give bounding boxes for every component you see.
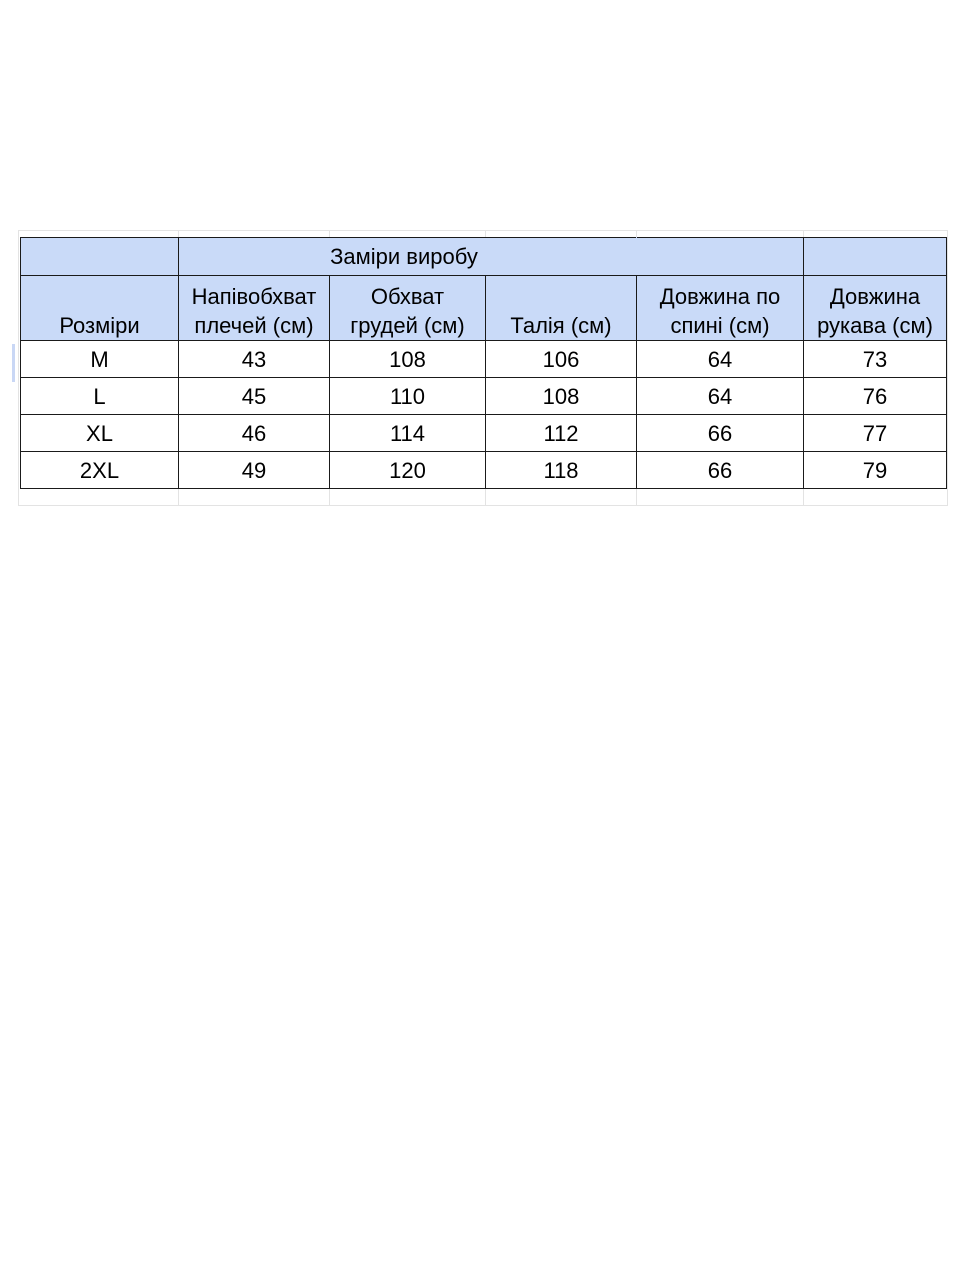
header-blank-cell — [21, 238, 179, 276]
column-header-row — [21, 276, 947, 341]
value-cell: 66 — [637, 415, 804, 452]
value-cell: 120 — [330, 452, 486, 489]
value-cell: 110 — [330, 378, 486, 415]
value-cell: 64 — [637, 378, 804, 415]
header-back-length: Довжина по спині (см) — [637, 276, 804, 341]
header-chest: Обхват грудей (см) — [330, 276, 486, 341]
value-cell: 114 — [330, 415, 486, 452]
value-cell: 77 — [804, 415, 947, 452]
header-blank-cell — [804, 238, 947, 276]
value-cell: 112 — [486, 415, 637, 452]
header-blank-cell — [637, 238, 804, 276]
grid-line — [18, 230, 948, 231]
header-waist: Талія (см) — [486, 276, 637, 341]
table-row — [21, 378, 947, 415]
grid-line — [18, 230, 19, 506]
value-cell: 108 — [330, 341, 486, 378]
selected-row-marker — [12, 344, 15, 382]
table-title: Заміри виробу — [330, 244, 478, 269]
value-cell: 46 — [179, 415, 330, 452]
value-cell: 79 — [804, 452, 947, 489]
size-cell: 2XL — [21, 452, 179, 489]
value-cell: 45 — [179, 378, 330, 415]
value-cell: 73 — [804, 341, 947, 378]
size-cell: XL — [21, 415, 179, 452]
size-cell: L — [21, 378, 179, 415]
value-cell: 118 — [486, 452, 637, 489]
value-cell: 64 — [637, 341, 804, 378]
value-cell: 76 — [804, 378, 947, 415]
value-cell: 106 — [486, 341, 637, 378]
size-chart-table — [20, 237, 947, 489]
table-row — [21, 452, 947, 489]
value-cell: 49 — [179, 452, 330, 489]
title-row — [21, 238, 947, 276]
table-title-cell — [179, 238, 637, 276]
size-cell: M — [21, 341, 179, 378]
grid-line — [947, 230, 948, 506]
header-size: Розміри — [21, 276, 179, 341]
value-cell: 108 — [486, 378, 637, 415]
table-row — [21, 341, 947, 378]
grid-line — [18, 505, 948, 506]
table-row — [21, 415, 947, 452]
header-shoulders: Напівобхват плечей (см) — [179, 276, 330, 341]
size-chart-sheet — [18, 230, 948, 506]
header-sleeve-length: Довжина рукава (см) — [804, 276, 947, 341]
value-cell: 66 — [637, 452, 804, 489]
value-cell: 43 — [179, 341, 330, 378]
